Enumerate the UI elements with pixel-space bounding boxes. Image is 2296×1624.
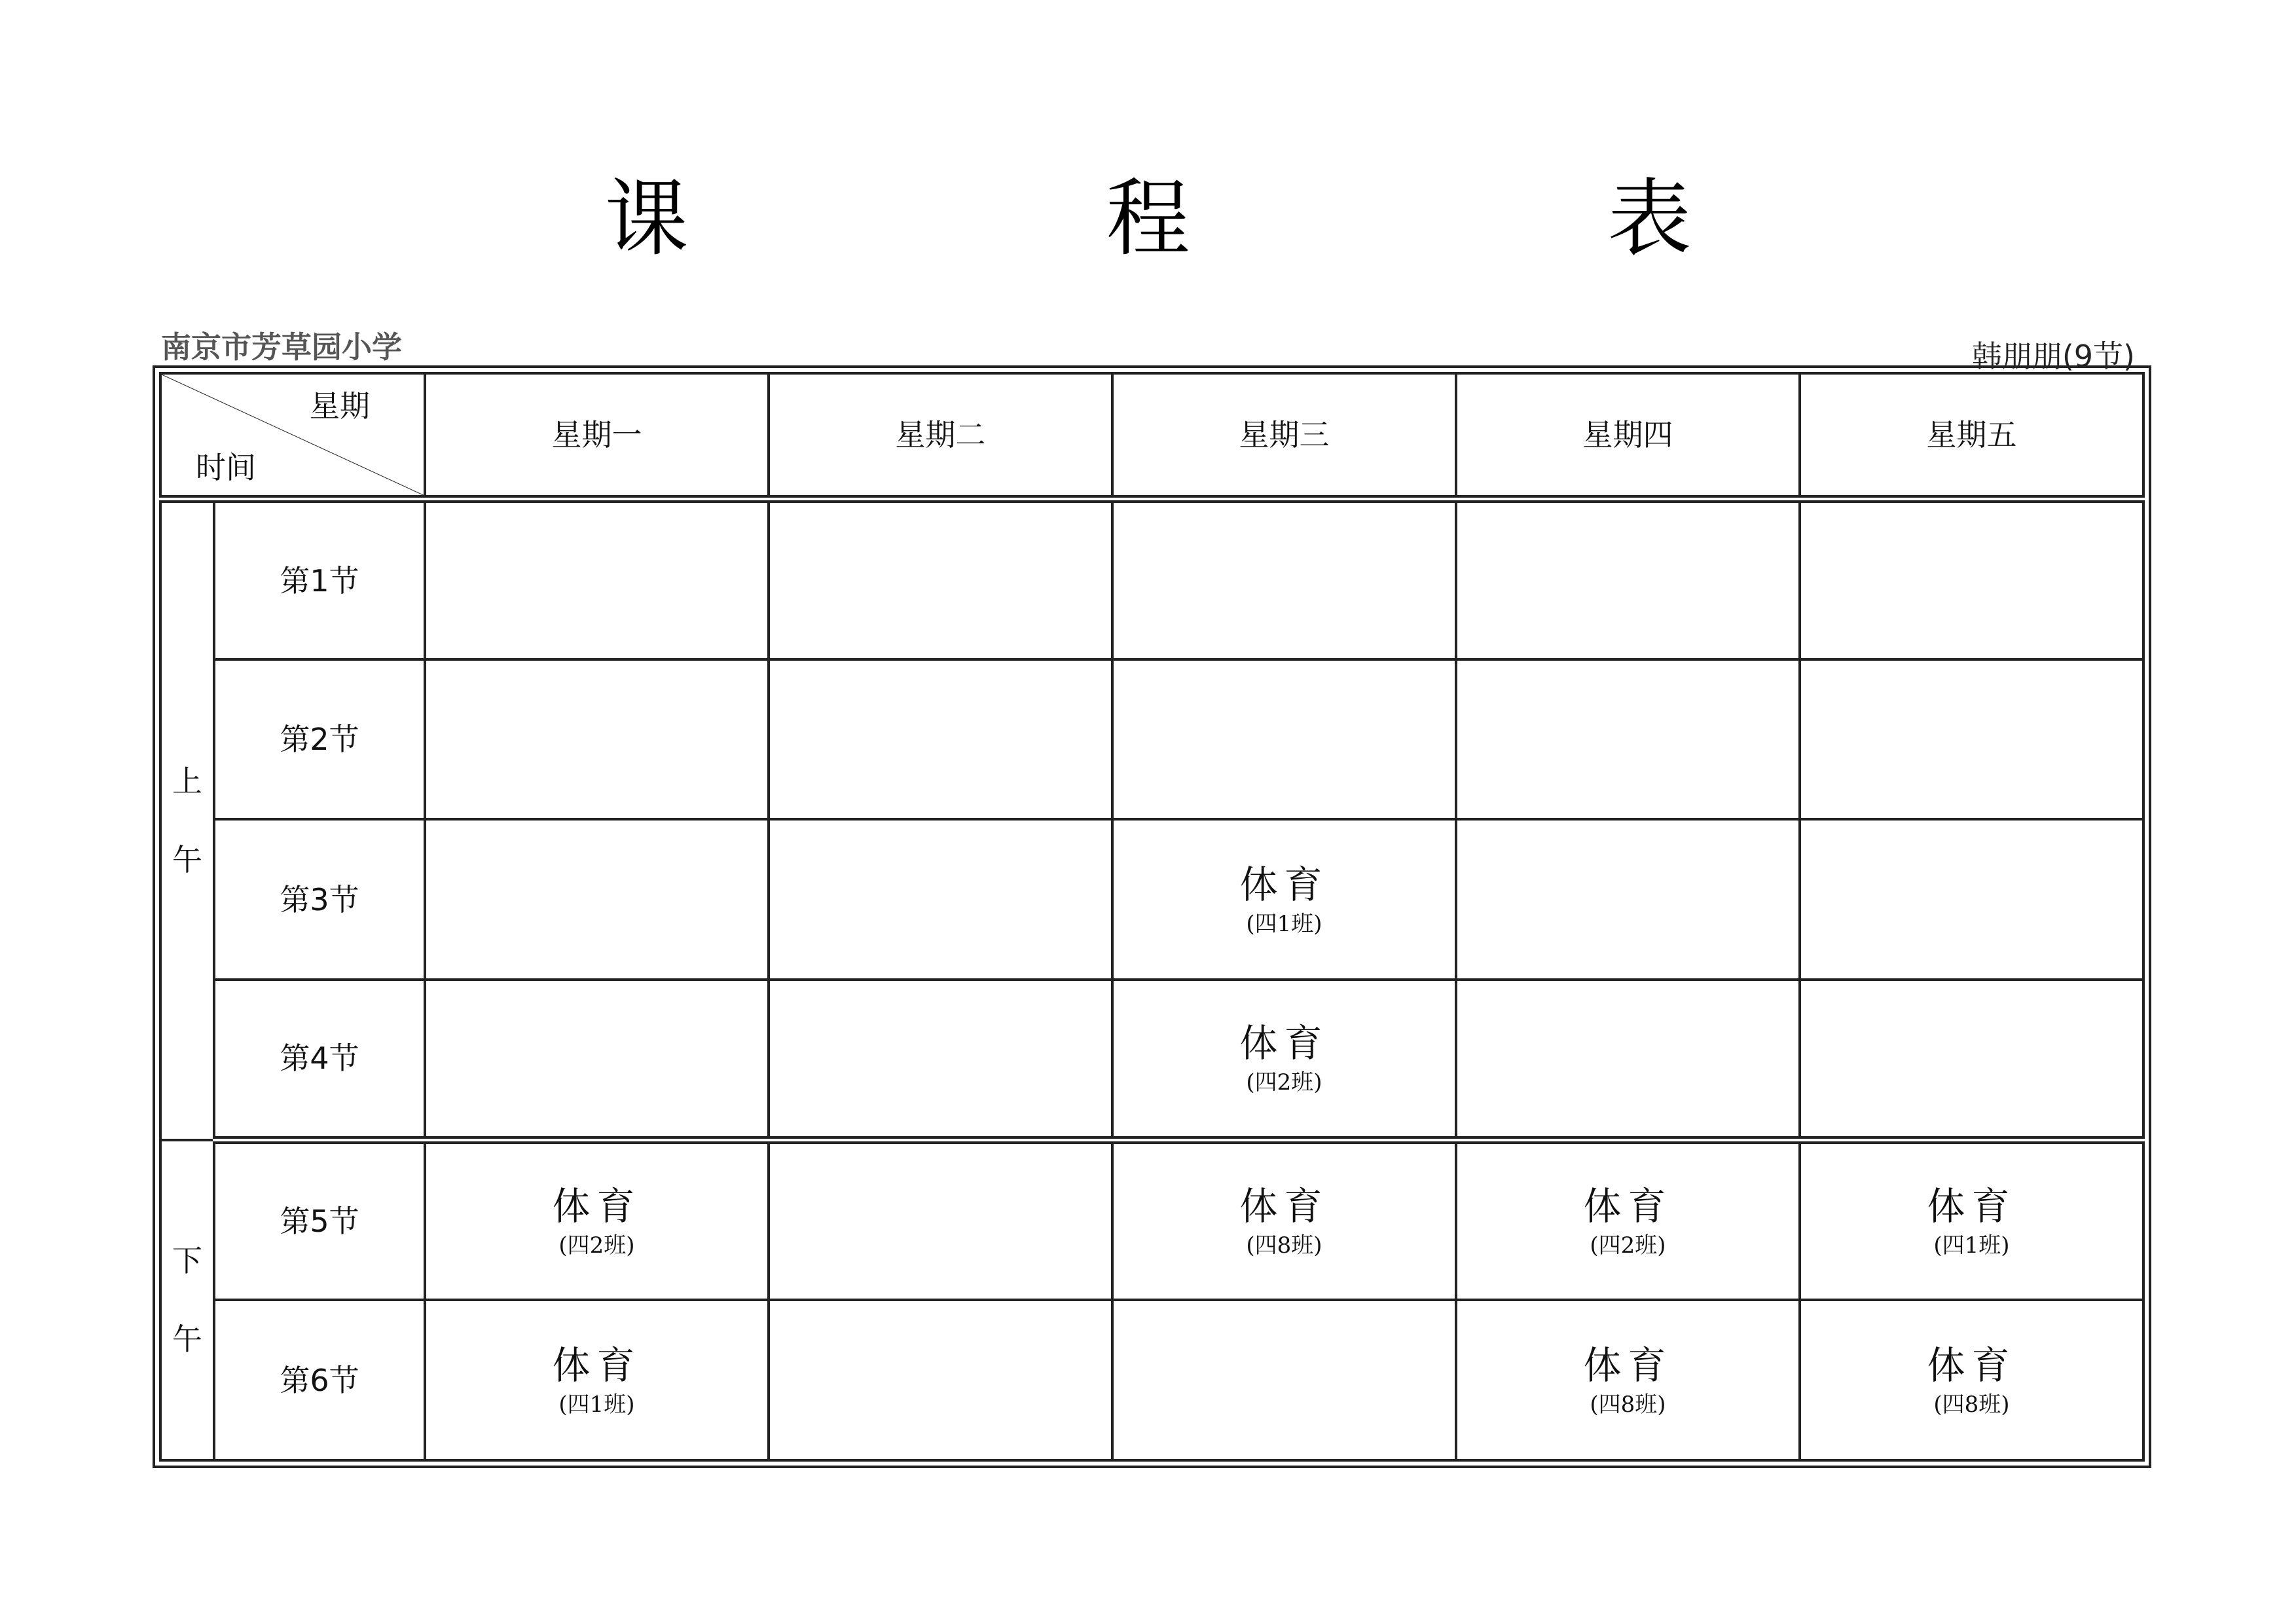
day-header-wed xyxy=(1112,373,1456,499)
schedule-cell xyxy=(1456,499,1800,659)
day-header-mon xyxy=(425,373,769,499)
course-class: (四8班) xyxy=(1933,1391,2010,1418)
schedule-cell xyxy=(769,499,1112,659)
schedule-cell xyxy=(1112,1140,1456,1301)
period-label: 第3节 xyxy=(280,881,359,917)
period-row xyxy=(160,819,2143,980)
period-row xyxy=(160,1140,2143,1301)
day-label: 星期三 xyxy=(1239,417,1330,453)
period-row xyxy=(160,980,2143,1140)
schedule-cell xyxy=(425,1140,769,1301)
header-row xyxy=(160,373,2143,499)
schedule-cell xyxy=(769,659,1112,820)
course-class: (四2班) xyxy=(1246,1069,1322,1096)
schedule-table xyxy=(159,372,2145,1462)
period-label: 第1节 xyxy=(280,563,359,599)
period-label-cell xyxy=(214,659,425,820)
course-name: 体育 xyxy=(1927,1342,2016,1388)
schedule-cell xyxy=(1456,980,1800,1140)
course-name: 体育 xyxy=(1583,1184,1673,1228)
day-header-thu xyxy=(1456,373,1800,499)
schedule-cell xyxy=(1112,1300,1456,1460)
schedule-cell xyxy=(1800,980,2143,1140)
period-label-cell xyxy=(214,980,425,1140)
schedule-cell xyxy=(769,1300,1112,1460)
teacher-info: 韩朋朋(9节) xyxy=(1971,339,2135,374)
course-class: (四1班) xyxy=(1933,1232,2010,1259)
day-label: 星期一 xyxy=(551,417,642,453)
course-class: (四1班) xyxy=(558,1391,635,1418)
afternoon-label-cell xyxy=(160,1140,214,1460)
period-row xyxy=(160,499,2143,659)
corner-week-label: 星期 xyxy=(310,388,370,424)
period-label: 第2节 xyxy=(280,722,359,758)
schedule-cell xyxy=(1800,1140,2143,1301)
afternoon-label xyxy=(162,1221,213,1378)
period-label: 第4节 xyxy=(280,1041,359,1077)
schedule-cell xyxy=(1456,1300,1800,1460)
course-name: 体育 xyxy=(552,1184,642,1228)
period-label-cell xyxy=(214,499,425,659)
corner-header-cell xyxy=(160,373,425,499)
schedule-cell xyxy=(1800,659,2143,820)
course-class: (四2班) xyxy=(1590,1232,1666,1259)
course-name: 体育 xyxy=(552,1342,642,1388)
schedule-cell xyxy=(769,1140,1112,1301)
period-label: 第5节 xyxy=(280,1204,359,1239)
day-label: 星期五 xyxy=(1926,417,2017,453)
afternoon-label-char: 午 xyxy=(172,1321,202,1357)
morning-label xyxy=(162,742,213,899)
schedule-cell xyxy=(1456,1140,1800,1301)
day-label: 星期二 xyxy=(895,417,986,453)
schedule-cell xyxy=(1800,819,2143,980)
day-header-fri xyxy=(1800,373,2143,499)
schedule-cell xyxy=(1456,659,1800,820)
course-class: (四2班) xyxy=(558,1232,635,1259)
schedule-cell xyxy=(425,499,769,659)
period-label-cell xyxy=(214,819,425,980)
course-name: 体育 xyxy=(1583,1342,1673,1388)
course-name: 体育 xyxy=(1239,862,1329,907)
course-class: (四1班) xyxy=(1246,910,1322,937)
course-class: (四8班) xyxy=(1590,1391,1666,1418)
schedule-cell xyxy=(425,819,769,980)
period-label: 第6节 xyxy=(280,1362,359,1398)
morning-label-char: 上 xyxy=(172,764,202,800)
period-row xyxy=(160,1300,2143,1460)
schedule-cell xyxy=(1800,499,2143,659)
schedule-cell xyxy=(1112,499,1456,659)
schedule-cell xyxy=(769,980,1112,1140)
afternoon-label-char: 下 xyxy=(172,1243,202,1279)
schedule-cell xyxy=(1456,819,1800,980)
period-label-cell xyxy=(214,1300,425,1460)
schedule-cell xyxy=(425,1300,769,1460)
period-row xyxy=(160,659,2143,820)
course-name: 体育 xyxy=(1927,1184,2016,1228)
schedule-cell xyxy=(1800,1300,2143,1460)
day-header-tue xyxy=(769,373,1112,499)
school-name: 南京市芳草园小学 xyxy=(161,329,402,365)
schedule-cell xyxy=(1112,819,1456,980)
morning-label-char: 午 xyxy=(172,842,202,878)
schedule-cell xyxy=(425,980,769,1140)
course-name: 体育 xyxy=(1239,1021,1329,1066)
schedule-cell xyxy=(769,819,1112,980)
course-class: (四8班) xyxy=(1246,1232,1322,1259)
morning-label-cell xyxy=(160,499,214,1139)
schedule-cell xyxy=(425,659,769,820)
corner-time-label: 时间 xyxy=(196,450,256,486)
day-label: 星期四 xyxy=(1582,417,1673,453)
period-label-cell xyxy=(214,1140,425,1301)
course-name: 体育 xyxy=(1239,1184,1329,1228)
schedule-cell xyxy=(1112,659,1456,820)
schedule-cell xyxy=(1112,980,1456,1140)
page-title: 课 程 表 xyxy=(604,170,1859,268)
